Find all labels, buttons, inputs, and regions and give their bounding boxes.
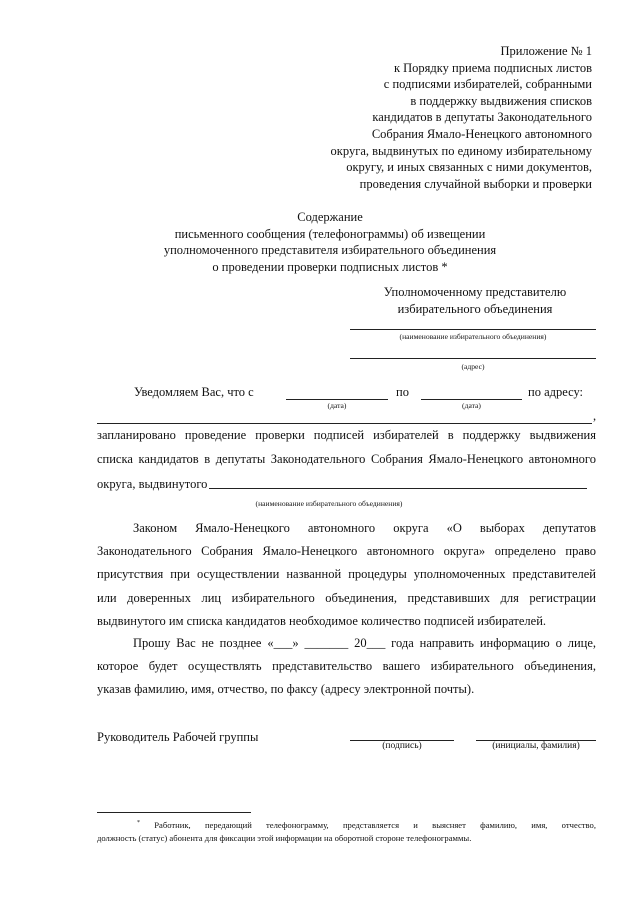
notice-lead: Уведомляем Вас, что с <box>134 385 254 399</box>
signature-label: Руководитель Рабочей группы <box>97 730 259 744</box>
addressee-line2: избирательного объединения <box>397 301 553 316</box>
addressee-address-field <box>350 358 596 359</box>
addressee-address-caption: (адрес) <box>461 362 485 371</box>
document-title <box>140 209 520 275</box>
appendix-block <box>331 43 592 192</box>
title-line: письменного сообщения (телефонограммы) об извещении <box>174 226 486 241</box>
association-field <box>209 488 587 489</box>
address-field <box>97 423 592 424</box>
title-line: уполномоченного представителя избирательного объединения <box>163 243 497 258</box>
law-line: Законодательного Собрания Ямало-Ненецкого автономного округа» определено право <box>97 544 596 559</box>
law-line: Законом Ямало-Ненецкого автономного округа «О выборах депутатов <box>133 521 596 535</box>
notice-po: по <box>396 385 409 399</box>
law-line: присутствия при осуществлении названной процедуры уполномоченных представителей <box>97 567 596 582</box>
appendix-line: к Порядку приема подписных листов <box>393 60 592 75</box>
notice-by-address: по адресу: <box>528 385 584 399</box>
date-from-field <box>286 399 388 400</box>
name-caption: (инициалы, фамилия) <box>492 741 580 751</box>
request-paragraph <box>97 632 596 702</box>
appendix-line: с подписями избирателей, собранными <box>383 77 592 92</box>
body-line: запланировано проведение проверки подписей избирателей в поддержку выдвижения <box>97 428 596 442</box>
date-to-field <box>421 399 522 400</box>
footnote-line: должность (статус) абонента для фиксации этой информации на оборотной стороне телефонограммы. <box>97 832 472 843</box>
footnote-marker: * <box>137 820 140 826</box>
association-caption: (наименование избирательного объединения) <box>255 499 403 508</box>
title-line: Содержание <box>297 210 363 224</box>
appendix-line: в поддержку выдвижения списков <box>410 93 592 108</box>
request-line: указав фамилию, имя, отчество, по факсу (адресу электронной почты). <box>97 682 475 697</box>
appendix-line: округа, выдвинутых по единому избирательному <box>330 143 592 158</box>
appendix-line: проведения случайной выборки и проверки <box>359 176 592 191</box>
addressee-line1: Уполномоченному представителю <box>383 285 567 299</box>
appendix-title: Приложение № 1 <box>500 44 592 58</box>
footnote <box>97 817 596 845</box>
addressee-name-field <box>350 329 596 330</box>
address-comma: , <box>593 409 597 423</box>
date-to-caption: (дата) <box>462 401 481 410</box>
appendix-line: Собрания Ямало-Ненецкого автономного <box>371 126 592 141</box>
signature-caption: (подпись) <box>382 741 422 751</box>
date-from-caption: (дата) <box>327 401 347 410</box>
footnote-text: Работник, передающий телефонограмму, представляется и выясняет фамилию, имя, отчество, <box>154 819 596 830</box>
law-paragraph <box>97 517 596 633</box>
law-line: или доверенных лиц избирательного объединения, представивших для регистрации <box>97 590 596 605</box>
request-line: которое будет осуществлять представительство вашего избирательного объединения, <box>97 659 596 674</box>
appendix-line: округу, и иных связанных с ними документов, <box>346 160 592 175</box>
request-line: Прошу Вас не позднее «___» _______ 20___ года направить информацию о лице, <box>133 636 596 650</box>
body-line: списка кандидатов в депутаты Законодательного Собрания Ямало-Ненецкого автономного <box>97 452 596 466</box>
addressee-block <box>360 284 590 317</box>
footnote-separator <box>97 812 251 813</box>
addressee-name-caption: (наименование избирательного объединения) <box>399 332 547 341</box>
law-line: выдвинутого им списка кандидатов необходимое количество подписей избирателей. <box>97 613 547 628</box>
title-line: о проведении проверки подписных листов * <box>212 259 448 274</box>
footnote-line <box>97 817 596 832</box>
appendix-line: кандидатов в депутаты Законодательного <box>372 110 592 125</box>
body-line: округа, выдвинутого <box>97 477 208 491</box>
